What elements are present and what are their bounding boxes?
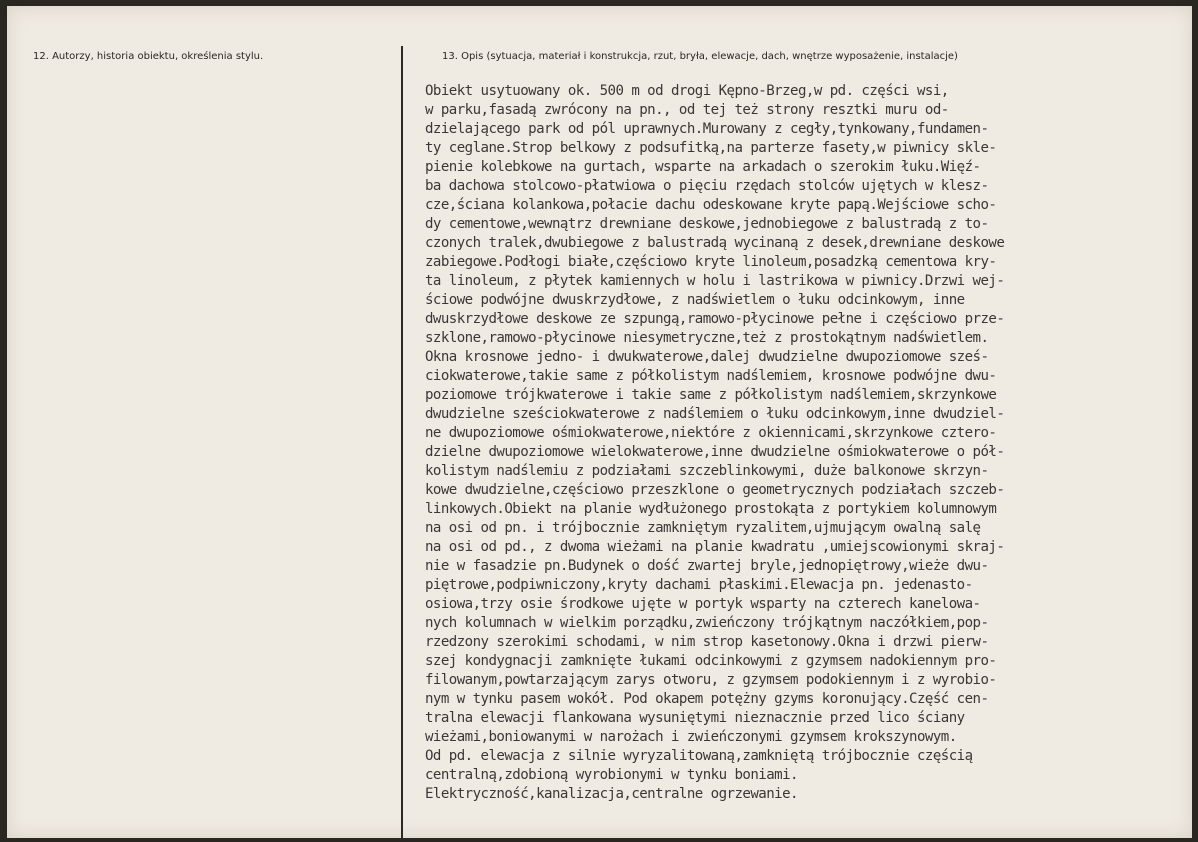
description-line: linkowych.Obiekt na planie wydłużonego prostokąta z portykiem kolumnowym [425,501,997,517]
description-line: dzielne dwupoziomowe wielokwaterowe,inne dwudzielne ośmiokwaterowe o pół- [425,444,1005,460]
section-12-heading: 12. Autorzy, historia obiektu, określenia stylu. [33,51,264,62]
description-line: Od pd. elewacja z silnie wyryzalitowaną,zamkniętą trójbocznie częścią [425,748,973,764]
document-page [7,6,1192,838]
description-text [425,82,1004,804]
description-line: osiowa,trzy osie środkowe ujęte w portyk wsparty na czterech kanelowa- [425,596,981,612]
section-13-heading: 13. Opis (sytuacja, materiał i konstrukcja, rzut, bryła, elewacje, dach, wnętrze wyposażenie, instalacje) [442,51,958,62]
description-line: kolistym nadślemiu z podziałami szczeblinkowymi, duże balkonowe skrzyn- [425,463,989,479]
description-line: wieżami,boniowanymi w narożach i zwieńczonymi gzymsem krokszynowym. [425,729,957,745]
description-line: na osi od pd., z dwoma wieżami na planie kwadratu ,umiejscowionymi skraj- [425,539,1005,555]
description-line: poziomowe trójkwaterowe i takie same z półkolistym nadślemiem,skrzynkowe [425,387,997,403]
description-line: piętrowe,podpiwniczony,kryty dachami płaskimi.Elewacja pn. jedenasto- [425,577,973,593]
description-line: tralna elewacji flankowana wysuniętymi nieznacznie przed lico ściany [425,710,965,726]
description-line: ściowe podwójne dwuskrzydłowe, z nadświetlem o łuku odcinkowym, inne [425,292,965,308]
description-line: filowanym,powtarzającym zarys otworu, z gzymsem podokiennym i z wyrobio- [425,672,997,688]
description-line: ta linoleum, z płytek kamiennych w holu i lastrikowa w piwnicy.Drzwi wej- [425,273,1005,289]
description-line: centralną,zdobioną wyrobionymi w tynku boniami. [425,767,798,783]
description-line: pienie kolebkowe na gurtach, wsparte na arkadach o szerokim łuku.Więź- [425,159,981,175]
description-line: nych kolumnach w wielkim porządku,zwieńczony trójkątnym naczółkiem,pop- [425,615,989,631]
description-line: Elektryczność,kanalizacja,centralne ogrzewanie. [425,786,798,802]
description-line: szklone,ramowo-płycinowe niesymetryczne,też z prostokątnym nadświetlem. [425,330,989,346]
description-line: dzielającego park od pól uprawnych.Murowany z cegły,tynkowany,fundamen- [425,121,989,137]
description-line: ty ceglane.Strop belkowy z podsufitką,na parterze fasety,w piwnicy skle- [425,140,997,156]
description-line: Okna krosnowe jedno- i dwukwaterowe,dalej dwudzielne dwupoziomowe sześ- [425,349,989,365]
description-line: ba dachowa stolcowo-płatwiowa o pięciu rzędach stolców ujętych w klesz- [425,178,989,194]
description-line: dy cementowe,wewnątrz drewniane deskowe,jednobiegowe z balustradą z to- [425,216,989,232]
description-line: rzedzony szerokimi schodami, w nim strop kasetonowy.Okna i drzwi pierw- [425,634,989,650]
description-line: kowe dwudzielne,częściowo przeszklone o geometrycznych podziałach szczeb- [425,482,1005,498]
description-line: dwudzielne sześciokwaterowe z nadślemiem o łuku odcinkowym,inne dwudziel- [425,406,1005,422]
description-line: czonych tralek,dwubiegowe z balustradą wycinaną z desek,drewniane deskowe [425,235,1005,251]
description-line: cze,ściana kolankowa,połacie dachu odeskowane kryte papą.Wejściowe scho- [425,197,997,213]
description-line: Obiekt usytuowany ok. 500 m od drogi Kępno-Brzeg,w pd. części wsi, [425,83,949,99]
description-line: szej kondygnacji zamknięte łukami odcinkowymi z gzymsem nadokiennym pro- [425,653,997,669]
description-line: ne dwupoziomowe ośmiokwaterowe,niektóre z okiennicami,skrzynkowe cztero- [425,425,997,441]
column-divider [401,46,403,838]
description-line: na osi od pn. i trójbocznie zamkniętym ryzalitem,ujmującym owalną salę [425,520,981,536]
description-line: w parku,fasadą zwrócony na pn., od tej też strony resztki muru od- [425,102,949,118]
description-line: dwuskrzydłowe deskowe ze szpungą,ramowo-płycinowe pełne i częściowo prze- [425,311,1005,327]
description-line: ciokwaterowe,takie same z półkolistym nadślemiem, krosnowe podwójne dwu- [425,368,997,384]
description-line: nie w fasadzie pn.Budynek o dość zwartej bryle,jednopiętrowy,wieże dwu- [425,558,989,574]
description-line: zabiegowe.Podłogi białe,częściowo kryte linoleum,posadzką cementowa kry- [425,254,997,270]
description-line: nym w tynku pasem wokół. Pod okapem potężny gzyms koronujący.Część cen- [425,691,989,707]
